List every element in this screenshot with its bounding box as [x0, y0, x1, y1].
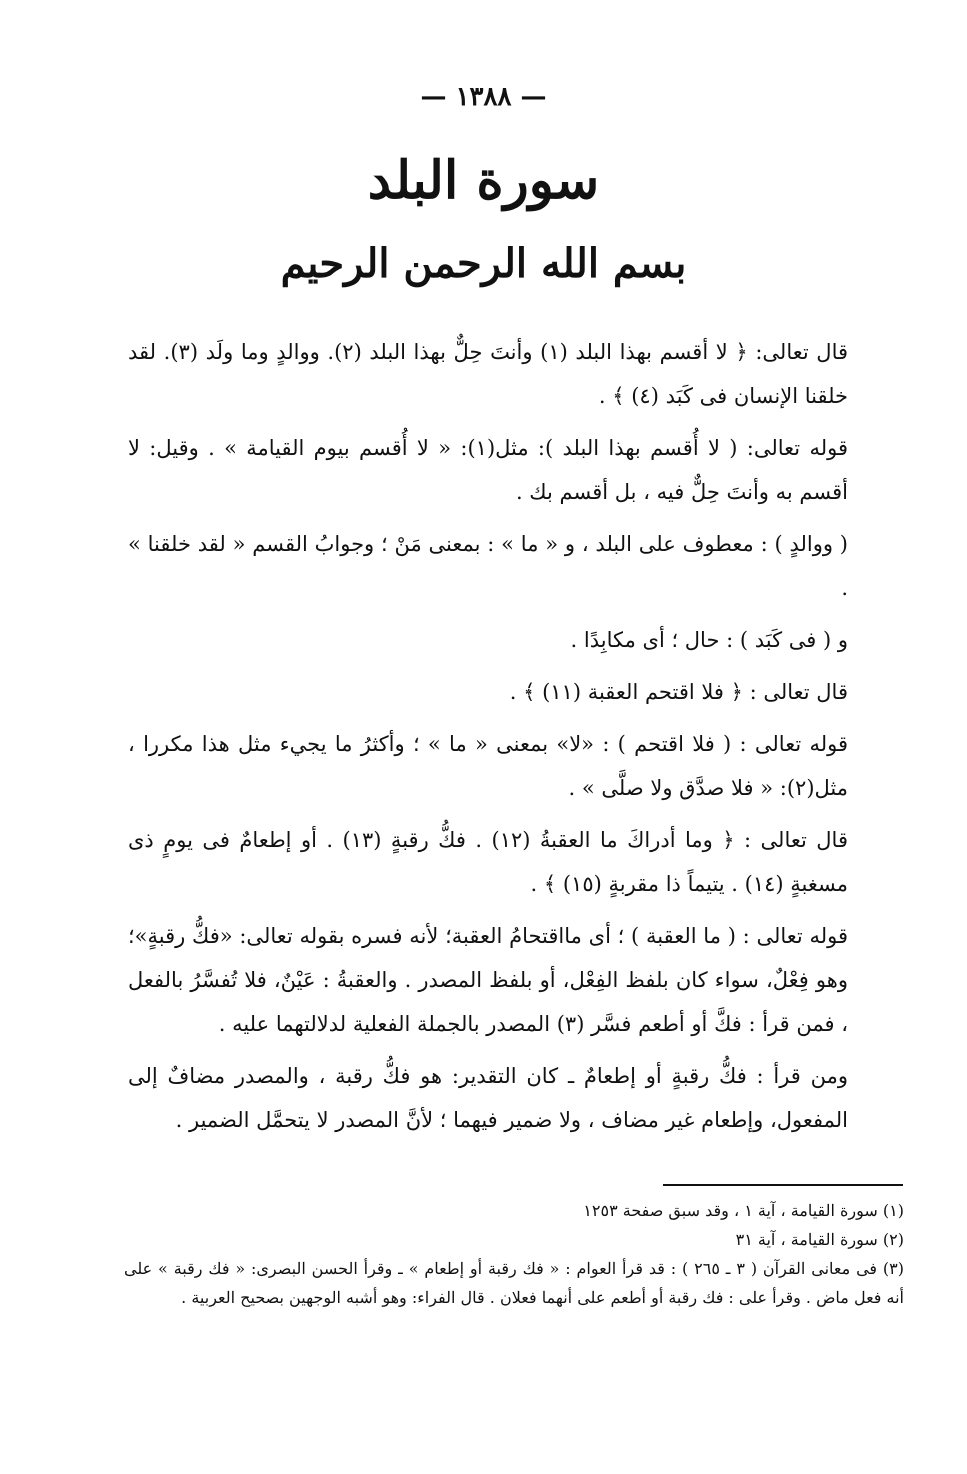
footnote-divider	[663, 1184, 903, 1186]
paragraph-commentary-reading: ومن قرأ : فكُّ رقبةٍ أو إطعامٌ ـ كان التقدير: هو فكُّ رقبة ، والمصدر مضافٌ إلى المفعول، وإطعام غير مضاف ، ولا ضمير فيهما ؛ لأنَّ المصدر لا يتحمَّل الضمير .	[128, 1064, 848, 1132]
paragraph-commentary-oath: قوله تعالى: ( لا أُقسم بهذا البلد ): مثل(١): « لا أُقسم بيوم القيامة » . وقيل: لا أقسم به وأنتَ حِلٌّ فيه ، بل أقسم بك .	[128, 436, 848, 504]
basmala: بسم الله الرحمن الرحيم	[280, 240, 687, 287]
page-number: — ١٣٨٨ —	[420, 82, 547, 112]
footnotes	[124, 1196, 904, 1312]
paragraph-verses-12-15: قال تعالى : ﴿ وما أدراكَ ما العقبةُ (١٢) . فكُّ رقبةٍ (١٣) . أو إطعامٌ فى يومٍ ذى مسغبةٍ (١٤) . يتيماً ذا مقربةٍ (١٥) ﴾ .	[128, 828, 848, 896]
footnote-3: (٣) فى معانى القرآن ( ٣ ـ ٢٦٥ ) : قد قرأ العوام : « فك رقبة أو إطعام » ـ وقرأ الحسن البصرى: « فك رقبة » على أنه فعل ماض . وقرأ على : فك رقبة أو أطعم على أنهما فعلان . قال الفراء: وهو أشبه الوجهين بصحيح العربية .	[124, 1259, 905, 1307]
main-text	[128, 330, 848, 1150]
paragraph-commentary-kabad: و ( فى كَبَد ) : حال ؛ أى مكابِدًا .	[570, 628, 848, 652]
footnote-1: (١) سورة القيامة ، آية ١ ، وقد سبق صفحة ١٢٥٣	[583, 1201, 904, 1220]
paragraph-commentary-iqtahama: قوله تعالى : ( فلا اقتحم ) : «لا» بمعنى « ما » ؛ وأكثرُ ما يجيء مثل هذا مكررا ، مثل(٢): « فلا صدَّق ولا صلَّى » .	[128, 732, 848, 800]
paragraph-commentary-aqaba: قوله تعالى : ( ما العقبة ) ؛ أى مااقتحامُ العقبة؛ لأنه فسره بقوله تعالى: «فكُّ رقبةٍ»؛ وهو فِعْلٌ، سواء كان بلفظ الفِعْل، أو بلفظ المصدر . والعقبةُ : عَيْنٌ، فلا تُفسَّرُ بالفعل ، فمن قرأ : فكَّ أو أطعم فسَّر (٣) المصدر بالجملة الفعلية لدلالتهما عليه .	[128, 924, 848, 1036]
paragraph-commentary-walid: ( ووالدٍ ) : معطوف على البلد ، و « ما » : بمعنى مَنْ ؛ وجوابُ القسم « لقد خلقنا » .	[128, 532, 848, 600]
paragraph-verse-11: قال تعالى : ﴿ فلا اقتحم العقبة (١١) ﴾ .	[509, 680, 848, 704]
surah-title: سورة البلد	[367, 150, 600, 211]
paragraph-verses-1-4: قال تعالى: ﴿ لا أقسم بهذا البلد (١) وأنتَ حِلٌّ بهذا البلد (٢). ووالدٍ وما ولَد (٣). لقد خلقنا الإنسان فى كَبَد (٤) ﴾ .	[128, 340, 849, 408]
footnote-2: (٢) سورة القيامة ، آية ٣١	[735, 1230, 904, 1249]
